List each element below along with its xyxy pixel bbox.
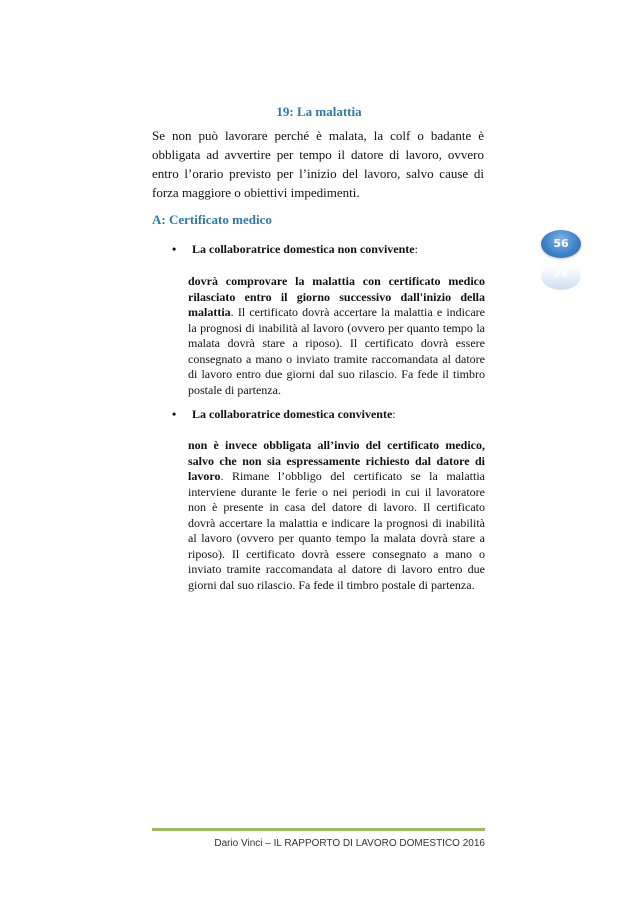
footer-text: Dario Vinci – IL RAPPORTO DI LAVORO DOMESTICO 2016 (214, 838, 485, 849)
bullet-paragraph-convivente (188, 438, 485, 593)
bullet-item-non-convivente (172, 242, 418, 257)
bullet-heading: La collaboratrice domestica non convivente (192, 242, 415, 256)
footer-rule (152, 828, 485, 831)
page-number-reflection: 56 (541, 262, 581, 290)
bullet-text: . Rimane l’obbligo del certificato se la malattia interviene durante le ferie o nei periodi in cui il lavoratore non è presente in casa del datore di lavoro. Il certificato dovrà accertare la malattia e indicare la prognosi di inabilità al lavoro (ovvero per quanto tempo la malata dovrà stare a riposo). Il certificato dovrà essere consegnato a mano o inviato tramite raccomandata al datore di lavoro entro due giorni dal suo rilascio. Fa fede il timbro postale di partenza. (188, 469, 485, 592)
bullet-marker: • (172, 242, 177, 256)
bullet-colon: : (414, 242, 418, 256)
page-number-badge: 56 (541, 230, 581, 258)
bullet-paragraph-non-convivente (188, 274, 485, 398)
bullet-colon: : (392, 407, 396, 421)
bullet-item-convivente (172, 407, 396, 422)
bullet-bold-text: dovrà comprovare la malattia con certificato medico rilasciato entro il giorno successivo dall'inizio della malattia (188, 274, 485, 319)
bullet-bold-text: non è invece obbligata all’invio del certificato medico, salvo che non sia espressamente richiesto dal datore di lavoro (188, 438, 485, 483)
intro-paragraph: Se non può lavorare perché è malata, la colf o badante è obbligata ad avvertire per tempo il datore di lavoro, ovvero entro l’orario previsto per l’inizio del lavoro, salvo cause di forza maggiore o obiettivi impedimenti. (152, 128, 484, 200)
section-heading: A: Certificato medico (152, 212, 272, 227)
chapter-title: 19: La malattia (276, 104, 362, 119)
bullet-heading: La collaboratrice domestica convivente (192, 407, 393, 421)
bullet-marker: • (172, 407, 177, 421)
bullet-text: . Il certificato dovrà accertare la malattia e indicare la prognosi di inabilità al lavoro (ovvero per quanto tempo la malata dovrà stare a riposo). Il certificato dovrà essere consegnato a mano o inviato tramite raccomandata al datore di lavoro entro due giorni dal suo rilascio. Fa fede il timbro postale di partenza. (188, 305, 485, 397)
